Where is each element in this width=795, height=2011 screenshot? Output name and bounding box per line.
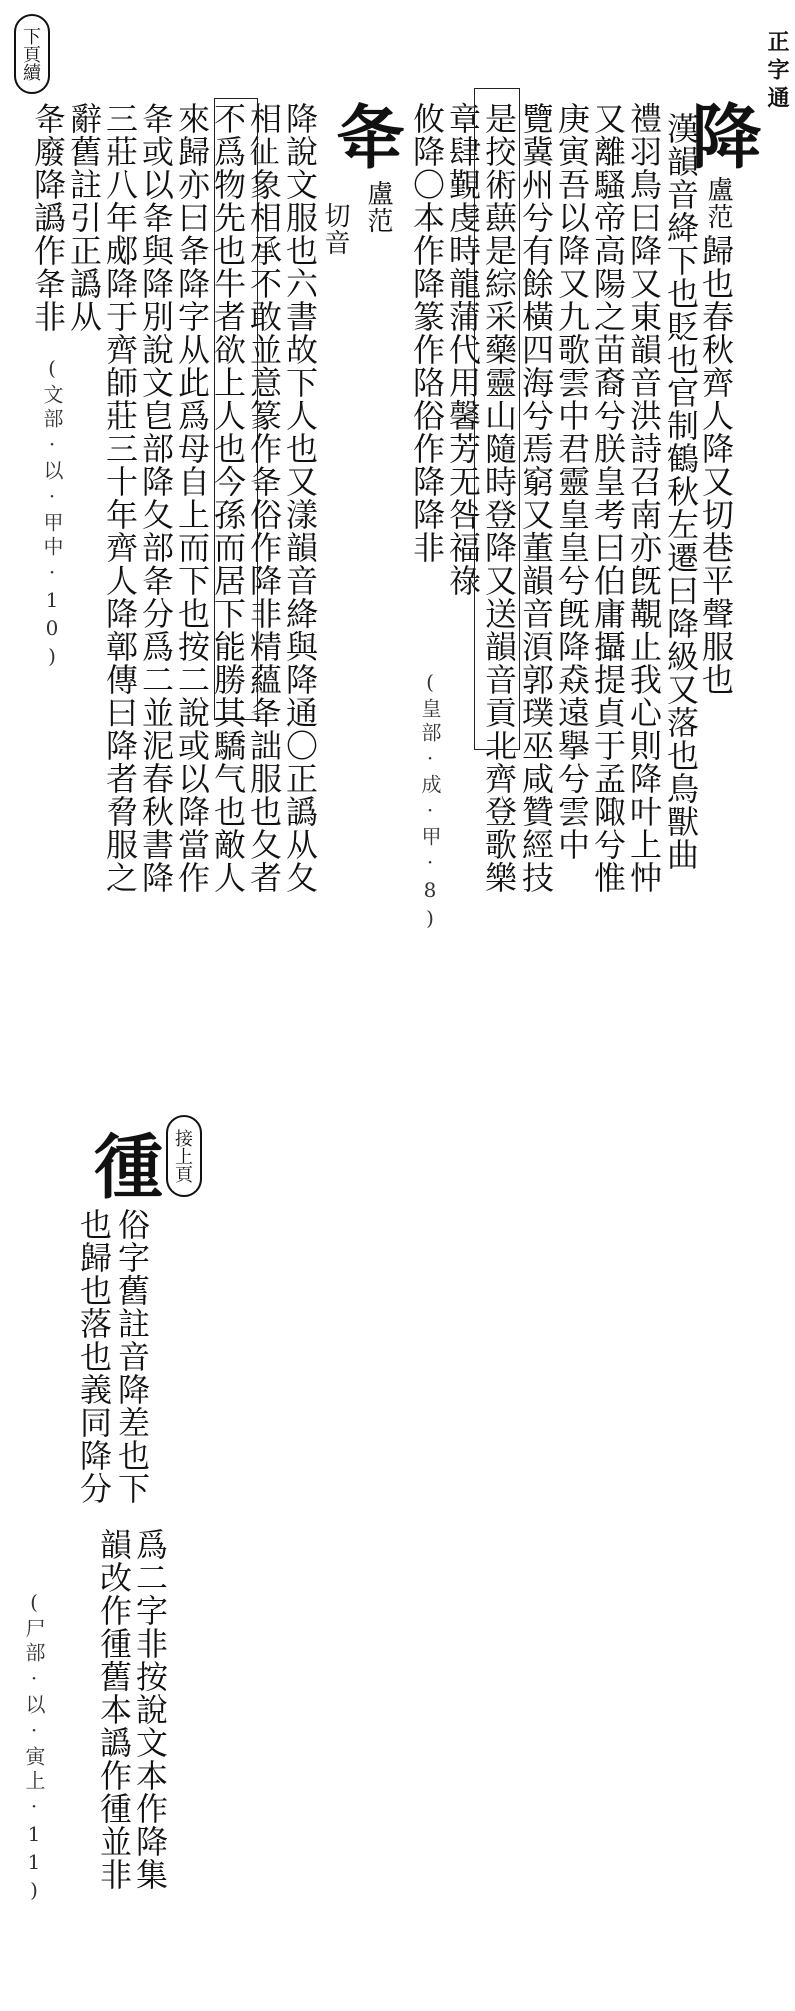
continued-above-badge: 接上頁: [166, 1115, 202, 1197]
entry-xiang-line: 三莊八年郕降于齊師莊三十年齊人降鄣傳曰降者脅服之: [101, 102, 139, 894]
entry-jiang-frame: [474, 88, 520, 750]
entry-jiang-line: 庚寅吾以降又九歌雲中君靈皇皇兮旣降猋遠擧兮雲中: [553, 102, 591, 861]
entry-jiang-source-note: (皇部·成·甲·8): [418, 670, 442, 934]
entry-xiang2-source-note: (尸部·以·寅上·11): [22, 1590, 46, 1906]
entry-jiang-fanqie: 盧范: [703, 176, 733, 230]
entry-xiang-fanqie2: 切音: [320, 202, 350, 256]
entry-jiang-line: 又離騷帝高陽之苗裔兮朕皇考曰伯庸攝提貞于孟陬兮惟: [589, 102, 627, 894]
entry-xiang-source-note: (文部·以·甲中·10): [40, 356, 64, 672]
entry-jiang-line: 攸降〇本作降篆作䧄俗作降降非: [408, 102, 446, 564]
entry-jiang-line: 漢韻音絳下也貶也官制鶴秋左遷曰降級又落也鳥獸曲: [662, 112, 700, 871]
entry-xiang-line: 相𢓊象相承不敢並意篆作夅俗作降非精蘊夅詘服也夂者: [245, 102, 283, 894]
entry-xiang2-line: 也歸也落也義同降分: [75, 1208, 113, 1505]
entry-xiang-frame: [214, 98, 258, 720]
entry-jiang-head-char: 降: [680, 100, 763, 170]
entry-jiang-line: 是挍術蕻是綜采藥靈山隨時登降又送韻音貢北齊登歌樂: [480, 102, 518, 894]
entry-xiang-line: 夅或以夅與降別說文皀部降夂部夅分爲二並泥春秋書降: [137, 102, 175, 894]
entry-xiang-line: 降說文服也六書故下人也又漾韻音絳與降通〇正譌从夂: [281, 102, 319, 894]
page-title: 正字通: [764, 30, 790, 114]
next-page-badge: 下頁續: [14, 14, 50, 94]
entry-xiang2-line: 韻改作㣫舊本譌作㣫並非: [95, 1528, 133, 1891]
entry-jiang-line: 覽冀州兮有餘橫四海兮焉窮又董韻音湏郭璞巫咸贊經技: [517, 102, 555, 894]
entry-xiang2-line: 俗字舊註音降差也下: [113, 1208, 151, 1505]
entry-xiang2-head-char: 㣫: [82, 1130, 165, 1200]
entry-xiang2-line: 爲二字非按說文本作降集: [131, 1528, 169, 1891]
entry-jiang-line: 章肆覲虔時龍蒲代用馨芳无咎福祿: [444, 102, 482, 597]
entry-xiang-head-char: 夅: [324, 100, 407, 170]
entry-jiang-line: 歸也春秋齊人降又切巷平聲服也: [697, 234, 735, 696]
entry-xiang-fanqie: 盧范: [363, 180, 393, 234]
entry-xiang-line: 不爲物先也牛者欲上人也今孫而居下能勝其驕气也敵人: [209, 102, 247, 894]
entry-xiang-line: 夅廢降譌作夅非: [29, 102, 67, 333]
entry-jiang-line: 禮羽鳥曰降又東韻音洪詩召南亦旣覯止我心則降叶上忡: [625, 102, 663, 894]
entry-xiang-line: 辭舊註引正譌从: [65, 102, 103, 333]
entry-xiang-line: 來歸亦曰夅降字从此爲母自上而下也按二說或以降當作: [173, 102, 211, 894]
